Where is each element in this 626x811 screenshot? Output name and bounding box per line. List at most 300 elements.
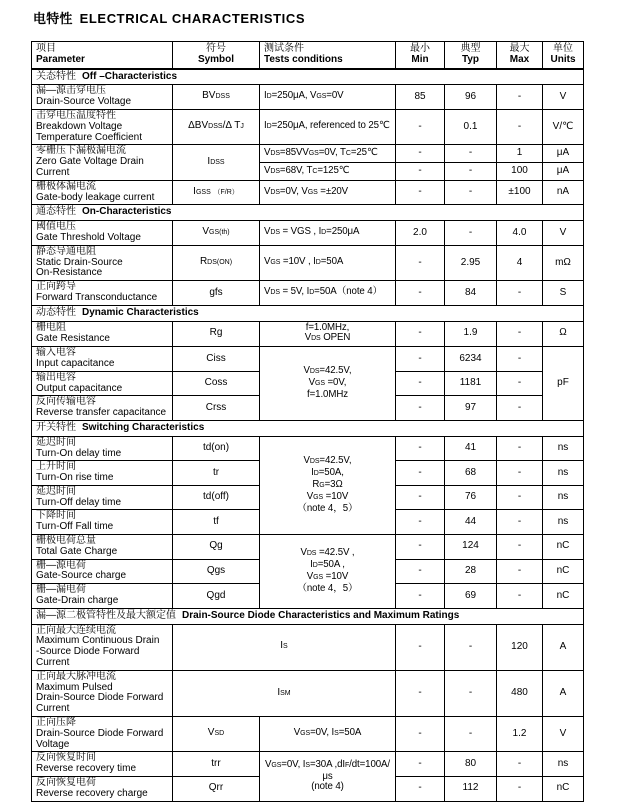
param-cn: 静态导通电阻 bbox=[36, 245, 96, 257]
param-cn: 延迟时间 bbox=[36, 485, 76, 497]
max-cell: - bbox=[497, 510, 543, 535]
text: ns bbox=[557, 757, 569, 769]
conditions-cell bbox=[260, 321, 396, 347]
subscript-text: S bbox=[334, 730, 339, 738]
spec-row bbox=[32, 281, 584, 306]
text: = VGS , I bbox=[279, 226, 322, 238]
param-en: Temperature Coefficient bbox=[36, 131, 142, 143]
param-en: Gate-body leakage current bbox=[36, 191, 155, 203]
param-cn: 阈值电压 bbox=[36, 221, 76, 233]
text: V bbox=[264, 146, 271, 158]
param-cell bbox=[32, 281, 173, 306]
text: A bbox=[559, 687, 567, 699]
text: S bbox=[559, 286, 567, 298]
text: V bbox=[308, 377, 315, 389]
text: ns bbox=[557, 491, 569, 503]
conditions-cell bbox=[260, 221, 396, 246]
subscript-text: SM bbox=[280, 689, 291, 697]
typ-cell: - bbox=[445, 221, 497, 246]
param-en: Current bbox=[36, 703, 70, 715]
section-title bbox=[32, 69, 584, 85]
symbol-cell bbox=[173, 109, 260, 144]
param-cell bbox=[32, 321, 173, 347]
unit-cell bbox=[543, 752, 584, 777]
unit-cell bbox=[543, 461, 584, 486]
param-en: Turn-On delay time bbox=[36, 447, 122, 459]
symbol-cell bbox=[173, 510, 260, 535]
unit-cell bbox=[543, 85, 584, 110]
text: I bbox=[193, 185, 196, 197]
param-cn: 栅极电荷总量 bbox=[36, 535, 96, 547]
param-en: Maximum Pulsed bbox=[36, 681, 113, 693]
text: =30A ,dI bbox=[309, 758, 345, 770]
symbol-cell bbox=[173, 752, 260, 777]
text: =50A bbox=[338, 727, 362, 739]
text: pF bbox=[557, 377, 569, 389]
text: V bbox=[264, 164, 271, 176]
page-title bbox=[33, 8, 305, 27]
param-en: Drain-Source Voltage bbox=[36, 96, 132, 108]
param-en: Forward Transconductance bbox=[36, 291, 158, 303]
text: /dt=100A/μs bbox=[322, 758, 391, 782]
subscript-text: DS bbox=[309, 368, 320, 376]
typ-cell: 96 bbox=[445, 85, 497, 110]
param-en: Current bbox=[36, 657, 70, 669]
condition-line bbox=[264, 166, 393, 178]
typ-cell: 1.9 bbox=[445, 321, 497, 347]
section-row bbox=[32, 69, 584, 85]
max-cell: - bbox=[497, 347, 543, 372]
condition-line bbox=[264, 287, 393, 299]
conditions-cell bbox=[260, 535, 396, 609]
text: V bbox=[303, 455, 310, 467]
param-cell bbox=[32, 347, 173, 372]
unit-cell bbox=[543, 717, 584, 752]
param-cell bbox=[32, 180, 173, 205]
header-min bbox=[396, 42, 445, 69]
text: =50A, bbox=[318, 467, 344, 479]
section-title bbox=[32, 205, 584, 221]
conditions-cell bbox=[260, 109, 396, 144]
text: ns bbox=[557, 442, 569, 454]
condition-line bbox=[262, 728, 393, 740]
subscript-text: D bbox=[309, 289, 315, 297]
subscript-text: DS bbox=[309, 458, 320, 466]
conditions-cell bbox=[260, 85, 396, 110]
section-title-cn: 动态特性 bbox=[36, 306, 76, 318]
max-cell: 120 bbox=[497, 624, 543, 670]
min-cell: - bbox=[396, 461, 445, 486]
max-cell: - bbox=[497, 396, 543, 421]
text: V bbox=[264, 185, 271, 197]
text: tr bbox=[212, 466, 220, 478]
typ-cell: 0.1 bbox=[445, 109, 497, 144]
param-cn: 栅电阻 bbox=[36, 322, 66, 334]
min-cell: - bbox=[396, 624, 445, 670]
min-cell: - bbox=[396, 281, 445, 306]
param-en: Maximum Continuous Drain bbox=[36, 635, 160, 647]
typ-cell: 69 bbox=[445, 584, 497, 609]
typ-cell: 6234 bbox=[445, 347, 497, 372]
max-cell: 1.2 bbox=[497, 717, 543, 752]
symbol-cell bbox=[173, 221, 260, 246]
text: =50A bbox=[320, 256, 344, 268]
header-units-en: Units bbox=[550, 53, 576, 65]
unit-cell bbox=[543, 109, 584, 144]
text: BV bbox=[202, 90, 216, 102]
text: =42.5V, bbox=[319, 365, 352, 377]
text: Qgd bbox=[206, 589, 226, 601]
subscript-text: GS bbox=[307, 188, 318, 196]
symbol-cell bbox=[173, 321, 260, 347]
typ-cell: 41 bbox=[445, 436, 497, 461]
param-cn: 漏—源击穿电压 bbox=[36, 85, 106, 97]
param-en: Gate Resistance bbox=[36, 332, 110, 344]
header-param-en: Parameter bbox=[36, 53, 85, 65]
unit-cell bbox=[543, 436, 584, 461]
subscript-text: DSS bbox=[210, 158, 225, 166]
max-cell: - bbox=[497, 535, 543, 560]
spec-row bbox=[32, 347, 584, 372]
spec-row bbox=[32, 752, 584, 777]
text: nA bbox=[556, 186, 570, 198]
unit-cell bbox=[543, 624, 584, 670]
unit-cell bbox=[543, 281, 584, 306]
min-cell: - bbox=[396, 163, 445, 181]
param-cell bbox=[32, 461, 173, 486]
text: =250μA bbox=[326, 226, 360, 238]
typ-cell: 76 bbox=[445, 485, 497, 510]
spec-row bbox=[32, 221, 584, 246]
section-title-cn: 漏—源二极管特性及最大额定值 bbox=[36, 609, 176, 621]
param-cell bbox=[32, 436, 173, 461]
text: I bbox=[207, 155, 211, 167]
param-en: Breakdown Voltage bbox=[36, 120, 123, 132]
typ-cell: 2.95 bbox=[445, 245, 497, 280]
subscript-text: DSS bbox=[208, 123, 223, 131]
typ-cell: 68 bbox=[445, 461, 497, 486]
text: nC bbox=[556, 565, 570, 577]
text: V bbox=[293, 727, 301, 739]
text: /Δ T bbox=[222, 120, 241, 132]
max-cell: - bbox=[497, 559, 543, 584]
min-cell: - bbox=[396, 347, 445, 372]
text: I bbox=[280, 640, 284, 652]
conditions-cell bbox=[260, 245, 396, 280]
conditions-cell bbox=[260, 163, 396, 181]
section-title bbox=[32, 305, 584, 321]
param-cell bbox=[32, 670, 173, 716]
symbol-cell bbox=[173, 85, 260, 110]
subscript-text: F bbox=[344, 761, 350, 769]
unit-cell bbox=[543, 221, 584, 246]
min-cell: - bbox=[396, 321, 445, 347]
section-row bbox=[32, 305, 584, 321]
param-en: -Source Diode Forward bbox=[36, 646, 140, 658]
condition-line bbox=[262, 333, 393, 345]
text: Ω bbox=[559, 327, 567, 339]
text: V bbox=[300, 547, 307, 559]
condition-line bbox=[264, 187, 393, 199]
min-cell: - bbox=[396, 396, 445, 421]
param-cn: 上升时间 bbox=[36, 461, 76, 473]
param-cn: 反向恢复时间 bbox=[36, 752, 96, 764]
text: =125℃ bbox=[317, 164, 350, 176]
text: I bbox=[311, 467, 314, 479]
text: Coss bbox=[204, 377, 228, 389]
min-cell: - bbox=[396, 245, 445, 280]
max-cell: 4.0 bbox=[497, 221, 543, 246]
spec-row bbox=[32, 145, 584, 163]
symbol-cell bbox=[173, 584, 260, 609]
spec-row bbox=[32, 321, 584, 347]
condition-line bbox=[262, 390, 393, 401]
symbol-cell bbox=[173, 180, 260, 205]
unit-cell bbox=[543, 163, 584, 181]
page-title-cn: 电特性 bbox=[33, 11, 73, 26]
subscript-text: D bbox=[315, 259, 321, 267]
param-cell bbox=[32, 396, 173, 421]
typ-cell: 44 bbox=[445, 510, 497, 535]
param-en: Current bbox=[36, 166, 70, 178]
param-cell bbox=[32, 584, 173, 609]
text: ΔBV bbox=[188, 120, 209, 132]
conditions-cell bbox=[260, 717, 396, 752]
typ-cell: 84 bbox=[445, 281, 497, 306]
param-cn: 下降时间 bbox=[36, 510, 76, 522]
param-en: Output capacitance bbox=[36, 382, 123, 394]
max-cell: - bbox=[497, 371, 543, 396]
min-cell: 85 bbox=[396, 85, 445, 110]
text: gfs bbox=[209, 286, 223, 298]
section-title-cn: 通态特性 bbox=[36, 206, 76, 218]
subscript-text: DSS bbox=[215, 93, 230, 101]
condition-line bbox=[264, 257, 393, 269]
typ-cell: 80 bbox=[445, 752, 497, 777]
text: （note 4，5） bbox=[297, 502, 358, 514]
text: f=1.0MHz bbox=[307, 388, 348, 400]
text: =0V, I bbox=[310, 727, 335, 739]
param-cell bbox=[32, 510, 173, 535]
param-cn: 击穿电压温度特性 bbox=[36, 109, 116, 121]
text: V bbox=[304, 332, 312, 344]
max-cell: 4 bbox=[497, 245, 543, 280]
typ-cell: - bbox=[445, 145, 497, 163]
text: nC bbox=[556, 540, 570, 552]
param-cell bbox=[32, 559, 173, 584]
header-conditions bbox=[260, 42, 396, 69]
unit-cell bbox=[543, 510, 584, 535]
section-title-en: Switching Characteristics bbox=[82, 421, 205, 433]
param-cn: 正向最大连续电流 bbox=[36, 624, 116, 636]
section-title-en: Drain-Source Diode Characteristics and Maximum Ratings bbox=[182, 609, 460, 621]
max-cell: - bbox=[497, 752, 543, 777]
header-max-cn: 最大 bbox=[509, 43, 530, 54]
section-row bbox=[32, 608, 584, 624]
typ-cell: - bbox=[445, 717, 497, 752]
typ-cell: 28 bbox=[445, 559, 497, 584]
unit-cell bbox=[543, 145, 584, 163]
text: (note 4) bbox=[311, 781, 344, 793]
header-min-cn: 最小 bbox=[410, 43, 430, 54]
max-cell: - bbox=[497, 85, 543, 110]
header-typ-en: Typ bbox=[461, 53, 480, 65]
min-cell: - bbox=[396, 670, 445, 716]
text: V bbox=[264, 256, 271, 268]
min-cell: - bbox=[396, 109, 445, 144]
symbol-cell bbox=[173, 670, 396, 716]
subscript-text: D bbox=[321, 229, 327, 237]
unit-cell bbox=[543, 180, 584, 205]
text: =±20V bbox=[317, 185, 349, 197]
unit-cell bbox=[543, 559, 584, 584]
unit-cell bbox=[543, 347, 584, 421]
subscript-text: S bbox=[305, 761, 310, 769]
header-max-en: Max bbox=[509, 53, 530, 65]
text: tf bbox=[213, 515, 219, 527]
conditions-cell bbox=[260, 180, 396, 205]
param-cn: 反向恢复电荷 bbox=[36, 777, 96, 789]
max-cell: - bbox=[497, 109, 543, 144]
conditions-cell bbox=[260, 281, 396, 306]
section-row bbox=[32, 205, 584, 221]
param-cn: 正向压降 bbox=[36, 717, 76, 729]
text: V bbox=[202, 226, 210, 238]
param-cell bbox=[32, 371, 173, 396]
text: =0V bbox=[326, 90, 344, 102]
unit-cell bbox=[543, 485, 584, 510]
text: V bbox=[559, 727, 567, 739]
text: =10V bbox=[323, 490, 349, 502]
text: mΩ bbox=[555, 256, 571, 268]
typ-cell: 97 bbox=[445, 396, 497, 421]
page-title-en: ELECTRICAL CHARACTERISTICS bbox=[79, 11, 306, 26]
text: =0V, T bbox=[318, 146, 346, 158]
subscript-text: S bbox=[283, 643, 288, 651]
typ-cell: - bbox=[445, 624, 497, 670]
text: td(on) bbox=[202, 442, 230, 454]
text: μA bbox=[556, 165, 570, 177]
condition-line bbox=[264, 91, 393, 103]
subscript-text: GS bbox=[308, 149, 319, 157]
max-cell: - bbox=[497, 584, 543, 609]
section-title-en: Off –Characteristics bbox=[82, 70, 178, 82]
subscript-text: DS bbox=[270, 188, 280, 196]
param-cell bbox=[32, 245, 173, 280]
text: =0V, I bbox=[281, 758, 306, 770]
max-cell: - bbox=[497, 461, 543, 486]
text: V bbox=[207, 727, 215, 739]
subscript-text: DS bbox=[270, 149, 280, 157]
subscript-text: （F/R） bbox=[213, 188, 239, 196]
subscript-text: DS bbox=[270, 167, 280, 175]
text: =250μA, referenced to 25℃ bbox=[271, 120, 390, 132]
text: Qrr bbox=[208, 782, 224, 794]
text: Qgs bbox=[206, 565, 226, 577]
section-title bbox=[32, 420, 584, 436]
section-title-en: On-Characteristics bbox=[82, 206, 172, 218]
text: =3Ω bbox=[324, 478, 343, 490]
subscript-text: GS bbox=[313, 573, 324, 581]
param-cn: 零栅压下漏极漏电流 bbox=[36, 145, 126, 157]
text: V/℃ bbox=[552, 120, 574, 132]
param-cell bbox=[32, 145, 173, 180]
unit-cell bbox=[543, 245, 584, 280]
text: =10V bbox=[323, 570, 349, 582]
text: （note 4，5） bbox=[297, 582, 358, 594]
text: A bbox=[559, 640, 567, 652]
condition-line bbox=[264, 148, 393, 160]
subscript-text: C bbox=[312, 167, 318, 175]
condition-line bbox=[262, 504, 393, 515]
text: =25℃ bbox=[350, 146, 378, 158]
section-title-cn: 开关特性 bbox=[36, 421, 76, 433]
text: R bbox=[312, 478, 320, 490]
param-en: Gate-Source charge bbox=[36, 570, 127, 582]
text: OPEN bbox=[320, 332, 351, 344]
condition-line bbox=[264, 121, 393, 133]
param-en: Drain-Source Diode Forward bbox=[36, 727, 164, 739]
param-en: On-Resistance bbox=[36, 267, 103, 279]
text: ns bbox=[557, 515, 569, 527]
subscript-text: C bbox=[345, 149, 351, 157]
param-cn: 栅极体漏电流 bbox=[36, 180, 96, 192]
param-cell bbox=[32, 624, 173, 670]
param-en: Turn-On rise time bbox=[36, 472, 114, 484]
condition-line bbox=[262, 584, 393, 595]
header-conditions-en: Tests conditions bbox=[264, 53, 343, 65]
min-cell: - bbox=[396, 752, 445, 777]
param-en: Voltage bbox=[36, 738, 70, 750]
subscript-text: GS bbox=[300, 730, 311, 738]
text: =0V, V bbox=[279, 185, 308, 197]
subscript-text: G bbox=[319, 481, 325, 489]
subscript-text: DS(ON) bbox=[207, 259, 233, 267]
text: td(off) bbox=[203, 491, 229, 503]
text: =85VV bbox=[279, 146, 309, 158]
conditions-cell bbox=[260, 347, 396, 421]
max-cell: - bbox=[497, 485, 543, 510]
conditions-cell bbox=[260, 145, 396, 163]
spec-row bbox=[32, 109, 584, 144]
max-cell: - bbox=[497, 436, 543, 461]
max-cell: - bbox=[497, 777, 543, 802]
subscript-text: DS bbox=[306, 550, 317, 558]
param-cn: 延迟时间 bbox=[36, 436, 76, 448]
param-cn: 正向最大脉冲电流 bbox=[36, 670, 116, 682]
subscript-text: DS bbox=[270, 289, 280, 297]
header-conditions-cn: 测试条件 bbox=[264, 43, 304, 54]
subscript-text: D bbox=[312, 562, 318, 570]
text: Qg bbox=[209, 540, 223, 552]
text: trr bbox=[211, 757, 221, 769]
spec-row bbox=[32, 670, 584, 716]
typ-cell: - bbox=[445, 180, 497, 205]
unit-cell bbox=[543, 777, 584, 802]
param-cn: 栅—源电荷 bbox=[36, 559, 86, 571]
param-cell bbox=[32, 717, 173, 752]
spec-row bbox=[32, 717, 584, 752]
max-cell: - bbox=[497, 321, 543, 347]
param-en: Total Gate Charge bbox=[36, 545, 118, 557]
text: μA bbox=[556, 147, 570, 159]
header-typ-cn: 典型 bbox=[460, 43, 481, 54]
text: I bbox=[264, 120, 267, 132]
text: I bbox=[310, 559, 313, 571]
symbol-cell bbox=[173, 777, 260, 802]
param-cn: 栅—漏电荷 bbox=[36, 584, 86, 596]
subscript-text: GS bbox=[271, 761, 282, 769]
